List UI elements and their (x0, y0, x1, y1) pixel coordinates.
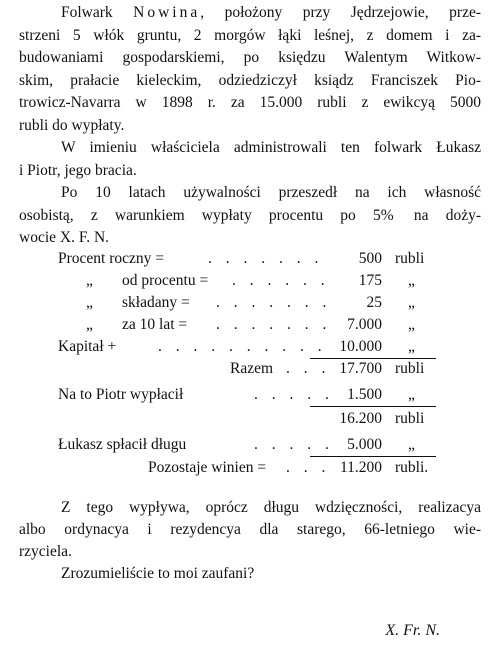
row-label: Kapitał + (58, 338, 117, 355)
closing-question: Zrozumieliście to moi zaufani? (61, 565, 255, 582)
ownership-line-2: osobistą, z warunkiem wypłaty procentu po 5% na doży- (19, 206, 481, 224)
row-amount: 11.200 (339, 459, 382, 476)
intro-line-3: budowaniami gospodarskiemi, po księdzu Walentym Witkow- (19, 49, 481, 66)
leader-dots: . . . . . (254, 436, 334, 453)
row-amount: 16.200 (339, 410, 382, 427)
intro-line-4: skim, prałacie kieleckim, odziedziczył ksiądz Franciszek Pio- (19, 71, 481, 89)
row-amount: 17.700 (339, 360, 382, 377)
row-amount: 25 (366, 294, 382, 311)
admin-line-1: W imieniu właściciela administrowali ten folwark Łukasz (61, 139, 481, 156)
row-unit: rubli (395, 410, 425, 427)
row-label: składany = (122, 294, 190, 311)
account-row (58, 314, 438, 336)
leader-dots: . . . . . . . (216, 316, 332, 333)
account-row (58, 457, 438, 479)
signature: X. Fr. N. (385, 622, 440, 639)
ditto-mark: „ (86, 316, 93, 333)
row-amount: 1.500 (347, 386, 382, 403)
intro-paragraph (19, 2, 481, 137)
row-unit: „ (408, 338, 415, 355)
row-unit: rubli. (395, 459, 429, 476)
ownership-line-1: Po 10 latach używalności przeszedł na ich własność (61, 184, 481, 201)
ownership-paragraph (19, 182, 481, 250)
intro-line-1: Folwark Nowina, położony przy Jędrzejowie, prze- (61, 4, 481, 21)
row-label: Pozostaje winien = (148, 459, 267, 476)
account-row (58, 292, 438, 314)
leader-dots: . . . . . . . . . . (158, 338, 327, 355)
account-row (58, 384, 438, 406)
leader-dots: . . . (286, 459, 331, 476)
leader-dots: . . . (286, 360, 331, 377)
closing-line-3: rzyciela. (19, 543, 72, 560)
intro-line-5: trowicz-Navarra w 1898 r. za 15.000 rubli z ewikcyą 5000 (19, 94, 481, 111)
intro-line-6: rubli do wypłaty. (19, 116, 125, 134)
row-label: za 10 lat = (122, 316, 188, 333)
closing-line-1: Z tego wypływa, oprócz długu wdzięczności, realizacya (61, 499, 481, 516)
row-label: Na to Piotr wypłacił (58, 386, 184, 403)
ownership-line-3: wocie X. F. N. (19, 229, 110, 246)
row-label: od procentu = (122, 272, 209, 289)
row-label: Procent roczny = (58, 250, 165, 267)
account-row (58, 434, 438, 456)
account-row (58, 336, 438, 358)
account-row (58, 358, 438, 380)
account-row (58, 408, 438, 430)
closing-line-2: albo ordynacya i rezydencya dla starego, 66-letniego wie- (19, 521, 481, 538)
row-unit: „ (408, 316, 415, 333)
row-label: Razem (230, 360, 274, 377)
row-amount: 500 (358, 250, 382, 267)
leader-dots: . . . . . (254, 386, 334, 403)
leader-dots: . . . . . . . (208, 250, 324, 267)
row-amount: 7.000 (347, 316, 382, 333)
admin-line-2: i Piotr, jego bracia. (19, 161, 137, 179)
ditto-mark: „ (86, 272, 93, 289)
row-amount: 175 (358, 272, 382, 289)
row-unit: „ (408, 386, 415, 403)
ditto-mark: „ (86, 294, 93, 311)
row-unit: rubli (395, 250, 425, 267)
intro-line-2: strzeni 5 włók gruntu, 2 morgów łąki leśnej, z domem i za- (19, 26, 481, 44)
account-row (58, 248, 438, 270)
row-unit: rubli (395, 360, 425, 377)
row-amount: 5.000 (347, 436, 382, 453)
row-amount: 10.000 (339, 338, 382, 355)
row-unit: „ (408, 294, 415, 311)
account-row (58, 270, 438, 292)
row-label: Łukasz spłacił długu (58, 436, 187, 453)
estate-name: Nowina (133, 4, 201, 21)
row-unit: „ (408, 272, 415, 289)
closing-paragraph (19, 497, 481, 585)
row-unit: „ (408, 436, 415, 453)
administration-paragraph (19, 137, 481, 182)
leader-dots: . . . . . . . (216, 294, 332, 311)
difference-rule (310, 406, 436, 407)
leader-dots: . . . . . . (232, 272, 330, 289)
